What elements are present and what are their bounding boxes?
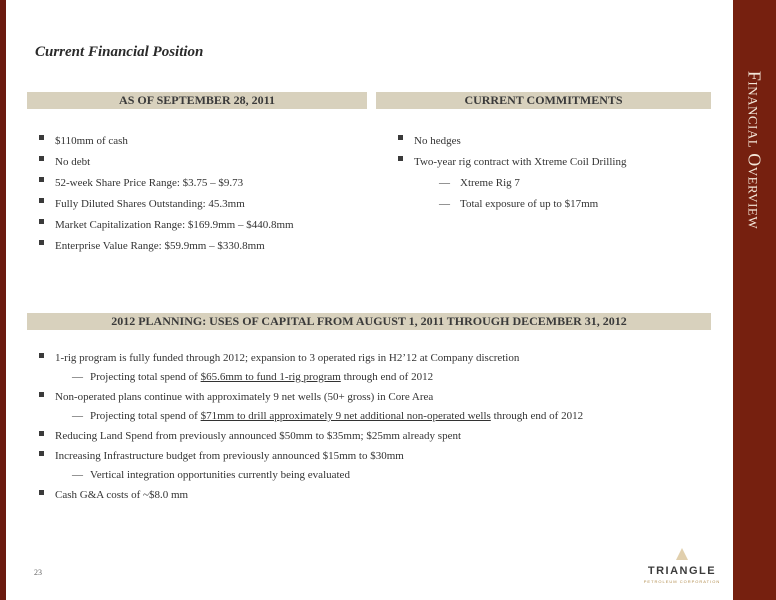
list-item: Enterprise Value Range: $59.9mm – $330.8mm bbox=[32, 236, 352, 257]
list-item: Two-year rig contract with Xtreme Coil Drilling bbox=[391, 152, 711, 173]
list-subitem bbox=[32, 368, 692, 387]
commitments-header: CURRENT COMMITMENTS bbox=[376, 92, 711, 109]
sub-text-pre: Projecting total spend of bbox=[90, 410, 201, 422]
list-item: $110mm of cash bbox=[32, 131, 352, 152]
company-logo bbox=[640, 548, 724, 588]
planning-header: 2012 PLANNING: USES OF CAPITAL FROM AUGUST 1, 2011 THROUGH DECEMBER 31, 2012 bbox=[27, 313, 711, 330]
sub-text-post: through end of 2012 bbox=[490, 410, 584, 422]
list-item: 1-rig program is fully funded through 2012; expansion to 3 operated rigs in H2’12 at Company discretion bbox=[32, 349, 692, 368]
page-number: 23 bbox=[34, 568, 42, 577]
list-subitem bbox=[32, 407, 692, 426]
list-item: 52-week Share Price Range: $3.75 – $9.73 bbox=[32, 173, 352, 194]
page-title: Current Financial Position bbox=[35, 44, 204, 60]
logo-tagline: PETROLEUM CORPORATION bbox=[643, 579, 721, 584]
list-subitem: — Vertical integration opportunities currently being evaluated bbox=[32, 466, 692, 485]
as-of-list bbox=[32, 131, 352, 257]
sub-text-underlined: $65.6mm to fund 1-rig program bbox=[200, 371, 341, 383]
list-subitem: — Total exposure of up to $17mm bbox=[391, 194, 711, 215]
logo-name: TRIANGLE bbox=[647, 565, 717, 577]
list-item: Increasing Infrastructure budget from previously announced $15mm to $30mm bbox=[32, 447, 692, 466]
commitments-list bbox=[391, 131, 711, 215]
sub-text-post: through end of 2012 bbox=[340, 371, 434, 383]
list-item: Fully Diluted Shares Outstanding: 45.3mm bbox=[32, 194, 352, 215]
list-item: No hedges bbox=[391, 131, 711, 152]
sidebar-title: Financial Overview bbox=[744, 70, 765, 230]
list-item: No debt bbox=[32, 152, 352, 173]
planning-list bbox=[32, 348, 692, 505]
list-item: Non-operated plans continue with approximately 9 net wells (50+ gross) in Core Area bbox=[32, 388, 692, 407]
list-item: Cash G&A costs of ~$8.0 mm bbox=[32, 486, 692, 505]
triangle-icon bbox=[676, 548, 688, 560]
sub-text-underlined: $71mm to drill approximately 9 net additional non-operated wells bbox=[200, 410, 491, 422]
list-subitem: — Xtreme Rig 7 bbox=[391, 173, 711, 194]
list-item: Reducing Land Spend from previously announced $50mm to $35mm; $25mm already spent bbox=[32, 427, 692, 446]
list-item: Market Capitalization Range: $169.9mm – $440.8mm bbox=[32, 215, 352, 236]
sub-text-pre: Projecting total spend of bbox=[90, 371, 201, 383]
as-of-header: AS OF SEPTEMBER 28, 2011 bbox=[27, 92, 367, 109]
left-accent-rule bbox=[0, 0, 6, 600]
